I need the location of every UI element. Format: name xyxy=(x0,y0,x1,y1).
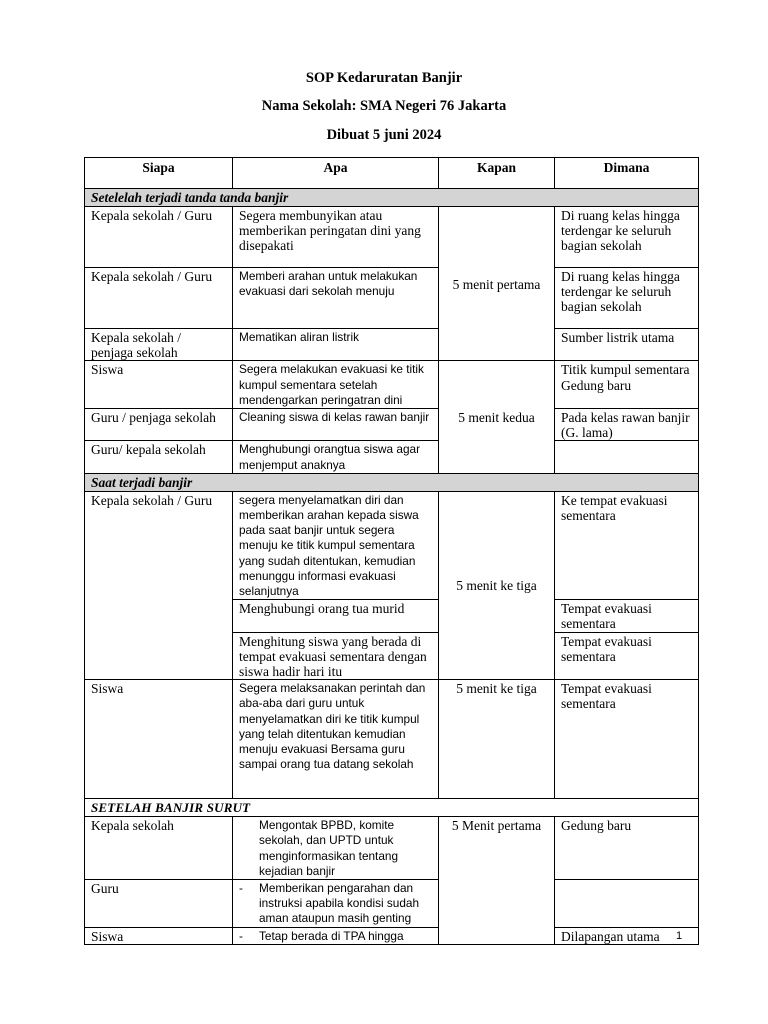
table-row xyxy=(85,880,699,928)
cell-apa-text: Tetap berada di TPA hingga xyxy=(259,928,404,943)
cell-kapan: 5 Menit pertama xyxy=(439,817,555,945)
table-row xyxy=(85,329,699,361)
table-row xyxy=(85,817,699,880)
column-header-apa: Apa xyxy=(233,158,439,189)
cell-dimana: Di ruang kelas hingga terdengar ke seluruh bagian sekolah xyxy=(555,268,699,329)
cell-dimana xyxy=(555,880,699,928)
cell-dimana: Pada kelas rawan banjir (G. lama) xyxy=(555,409,699,441)
cell-dimana: Tempat evakuasi sementara xyxy=(555,680,699,799)
cell-siapa: Kepala sekolah / Guru xyxy=(85,491,233,679)
cell-siapa: Kepala sekolah xyxy=(85,817,233,880)
cell-siapa: Guru / penjaga sekolah xyxy=(85,409,233,441)
cell-kapan: 5 menit ke tiga xyxy=(439,491,555,679)
cell-dimana xyxy=(555,441,699,473)
cell-apa: Segera membunyikan atau memberikan peringatan dini yang disepakati xyxy=(233,207,439,268)
table-row xyxy=(85,361,699,409)
table-row xyxy=(85,441,699,473)
bullet-dash: - xyxy=(239,928,243,943)
section-title: Saat terjadi banjir xyxy=(85,473,699,491)
cell-apa: Segera melakukan evakuasi ke titik kumpul sementara setelah mendengarkan peringatran dini xyxy=(233,361,439,409)
table-row xyxy=(85,680,699,799)
cell-siapa: Kepala sekolah / Guru xyxy=(85,268,233,329)
cell-apa xyxy=(233,927,439,944)
column-header-dimana: Dimana xyxy=(555,158,699,189)
table-header-row xyxy=(85,158,699,189)
cell-siapa: Siswa xyxy=(85,361,233,409)
cell-dimana: Tempat evakuasi sementara xyxy=(555,632,699,680)
cell-kapan: 5 menit ke tiga xyxy=(439,680,555,799)
cell-dimana: Di ruang kelas hingga terdengar ke seluruh bagian sekolah xyxy=(555,207,699,268)
bullet-dash xyxy=(239,818,259,879)
cell-siapa: Siswa xyxy=(85,927,233,944)
section-header-row xyxy=(85,799,699,817)
cell-kapan: 5 menit pertama xyxy=(439,207,555,361)
cell-dimana: Titik kumpul sementara Gedung baru xyxy=(555,361,699,409)
cell-siapa: Guru xyxy=(85,880,233,928)
cell-dimana: Tempat evakuasi sementara xyxy=(555,600,699,632)
cell-apa: segera menyelamatkan diri dan memberikan arahan kepada siswa pada saat banjir untuk segera menuju ke titik kumpul sementara yang sudah ditentukan, kemudian menunggu informasi evakuasi selanjutnya xyxy=(233,491,439,599)
cell-apa xyxy=(233,880,439,928)
cell-apa: Mematikan aliran listrik xyxy=(233,329,439,361)
sop-table xyxy=(84,157,699,945)
cell-apa: Cleaning siswa di kelas rawan banjir xyxy=(233,409,439,441)
table-row xyxy=(85,207,699,268)
created-date: Dibuat 5 juni 2024 xyxy=(326,127,442,143)
section-title: Setelelah terjadi tanda tanda banjir xyxy=(85,189,699,207)
cell-apa-text: Mengontak BPBD, komite sekolah, dan UPTD untuk menginformasikan tentang kejadian banjir xyxy=(259,818,399,878)
cell-apa: Menghubungi orang tua murid xyxy=(233,600,439,632)
table-row xyxy=(85,491,699,599)
document-title: SOP Kedaruratan Banjir xyxy=(305,70,463,86)
school-name: Nama Sekolah: SMA Negeri 76 Jakarta xyxy=(261,98,507,114)
page-number: 1 xyxy=(676,930,683,942)
cell-apa xyxy=(233,817,439,880)
section-title: SETELAH BANJIR SURUT xyxy=(85,799,699,817)
cell-apa: Menghubungi orangtua siswa agar menjemput anaknya xyxy=(233,441,439,473)
cell-siapa: Guru/ kepala sekolah xyxy=(85,441,233,473)
cell-dimana: Dilapangan utama xyxy=(555,927,699,944)
cell-apa: Memberi arahan untuk melakukan evakuasi dari sekolah menuju xyxy=(233,268,439,329)
cell-dimana: Ke tempat evakuasi sementara xyxy=(555,491,699,599)
cell-dimana: Sumber listrik utama xyxy=(555,329,699,361)
bullet-dash: - xyxy=(239,881,243,896)
cell-apa-text: Memberikan pengarahan dan instruksi apabila kondisi sudah aman ataupun masih genting xyxy=(259,881,420,926)
cell-apa: Segera melaksanakan perintah dan aba-aba dari guru untuk menyelamatkan diri ke titik kumpul yang telah ditentukan kemudian menuju evakuasi Bersama guru sampai orang tua datang sekolah xyxy=(233,680,439,799)
cell-siapa: Kepala sekolah / Guru xyxy=(85,207,233,268)
cell-apa: Menghitung siswa yang berada di tempat evakuasi sementara dengan siswa hadir hari itu xyxy=(233,632,439,680)
cell-siapa: Kepala sekolah / penjaga sekolah xyxy=(85,329,233,361)
column-header-kapan: Kapan xyxy=(439,158,555,189)
cell-dimana: Gedung baru xyxy=(555,817,699,880)
table-row xyxy=(85,927,699,944)
cell-siapa: Siswa xyxy=(85,680,233,799)
cell-kapan: 5 menit kedua xyxy=(439,361,555,473)
section-header-row xyxy=(85,473,699,491)
section-header-row xyxy=(85,189,699,207)
table-row xyxy=(85,268,699,329)
table-row xyxy=(85,409,699,441)
column-header-siapa: Siapa xyxy=(85,158,233,189)
